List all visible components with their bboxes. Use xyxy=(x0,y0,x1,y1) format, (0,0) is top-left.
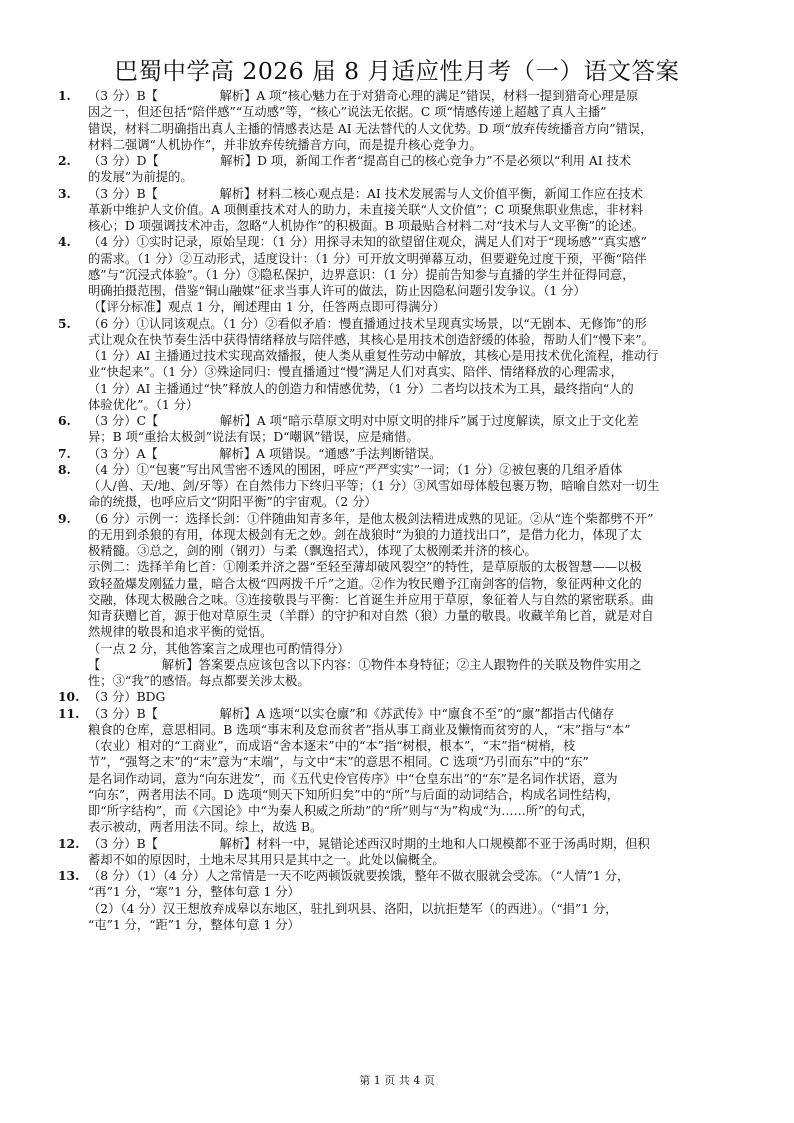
answer-text-line: （3 分）C【 解析】A 项“暗示草原文明对中原文明的排斥”属于过度解读，原文止于文化差 xyxy=(88,414,639,428)
answer-text-line: （【评分标准】观点 1 分，阐述理由 1 分，任答两点即可得满分） xyxy=(88,300,446,315)
answer-text-line: （1 分）AI 主播通过技术实现高效播报，使人类从重复性劳动中解放，其核心是用技术优化流程，推动行 xyxy=(88,349,659,363)
answer-text-line: 【 解析】答案要点应该包含以下内容：①物件本身特征；②主人跟物件的关联及物件实用之 xyxy=(88,657,642,672)
answer-number: 6. xyxy=(58,413,71,428)
answer-text-line: 然规律的敬畏和追求平衡的觉悟。 xyxy=(88,625,273,640)
answer-text-line: 明确拍摄范围，借鉴“铜山融媒”征求当事人许可的做法，防止因隐私问题引发争议。（1 分） xyxy=(88,284,586,298)
answer-text-line: 体验优化”。（1 分） xyxy=(88,397,199,412)
answer-text-line: 错误，材料二明确指出真人主播的情感表达是 AI 无法替代的人文优势。D 项“放弃传统播音方向”错误， xyxy=(88,121,653,136)
answer-text-line: 致轻盈爆发刚猛力量，暗合太极“四两拨千斤”之道。②作为牧民赠予江南剑客的信物，象征两种文化的 xyxy=(88,576,642,591)
answer-number: 8. xyxy=(58,461,71,477)
answer-number: 4. xyxy=(58,234,71,250)
answer-text-line: （3 分）B【 解析】A 项“核心魅力在于对猎奇心理的满足”错误，材料一提到猎奇心理是原 xyxy=(88,89,639,103)
answer-text-line: （3 分）D【 解析】D 项，新闻工作者“提高自己的核心竞争力”不是必须以“利用 AI 技术 xyxy=(88,154,632,168)
answer-text-line: 命的统摄，也呼应后文“阴阳平衡”的宇宙观。（2 分） xyxy=(88,495,377,510)
answer-text-line: （4 分）①实时记录，原始呈现：（1 分）用探寻未知的欲望留住观众，满足人们对于“现场感”“真实感” xyxy=(88,235,647,250)
answer-text-line: （3 分）B【 解析】材料二核心观点是：AI 技术发展需与人文价值平衡，新闻工作应在技术 xyxy=(88,186,643,201)
answer-text-line: （农业）相对的“工商业”，而成语“舍本逐末”中的“本”指“树根，根本”，“末”指“树梢，枝 xyxy=(88,739,576,753)
answer-text-line: 蓄却不如的原因时，土地未尽其用只是其中之一。此处以偏概全。 xyxy=(88,852,445,867)
answer-text-line: 交融，体现太极融合之味。③连接敬畏与平衡：匕首诞生并应用于草原，象征着人与自然的紧密联系。曲 xyxy=(88,592,654,607)
answer-text-line: 性；③“我”的感悟。每点都要关涉太极。 xyxy=(88,674,310,688)
answer-text-line: 业“快起来”。（1 分）③殊途同归：慢直播通过“慢”满足人们对真实、陪伴、情绪释放的心理需求， xyxy=(88,365,623,380)
answer-text-line: （3 分）A【 解析】A 项错误。“通感”手法判断错误。 xyxy=(88,446,442,461)
answer-text-line: （8 分）（1）（4 分）人之常情是一天不吃两顿饭就要挨饿，整年不做衣服就会受冻。（“人情”1 分， xyxy=(88,869,630,883)
answer-number: 12. xyxy=(58,835,80,851)
answer-number: 5. xyxy=(58,315,71,331)
answer-number: 7. xyxy=(58,445,71,461)
answer-text-line: “再”1 分，“寒”1 分，整体句意 1 分） xyxy=(88,885,300,900)
answer-text-line: （3 分）B【 解析】材料一中，晁错论述西汉时期的土地和人口规模都不亚于汤禹时期，但积 xyxy=(88,836,650,851)
answer-text-line: （6 分）①认同该观点。（1 分）②看似矛盾：慢直播通过技术呈现真实场景，以“无剧本、无修饰”的形 xyxy=(88,316,647,331)
answer-number: 13. xyxy=(58,868,80,883)
answer-number: 10. xyxy=(58,689,80,705)
answer-text-line: （2）（4 分）汉王想放弃成皋以东地区，驻扎到巩县、洛阳，以抗拒楚军（的西进）。（“捐”1 分， xyxy=(88,901,618,916)
answer-text-line: 革新中维护人文价值。A 项侧重技术对人的助力，未直接关联“人文价值”；C 项聚焦职业焦虑，非材料 xyxy=(88,202,644,217)
answer-text-line: （6 分）示例一：选择长剑：①伴随曲知青多年，是他太极剑法精进成熟的见证。②从“连个柴都劈不开” xyxy=(88,511,654,526)
answer-number: 11. xyxy=(58,705,80,721)
answer-text-line: “屯”1 分，“距”1 分，整体句意 1 分） xyxy=(88,917,300,932)
answer-text-line: 节”，“强弩之末”的“末”意为“末端”，与文中“末”的意思不相同。C 选项“乃引而东”中的“东” xyxy=(88,755,589,770)
answer-text-line: 的发展”为前提的。 xyxy=(88,170,193,185)
answer-text-line: 极精髓。③总之，剑的刚（钢刃）与柔（飘逸招式），体现了太极刚柔并济的核心。 xyxy=(88,544,537,558)
page-footer: 第 1 页 共 4 页 xyxy=(359,1074,435,1087)
answer-text-line: 因之一，但还包括“陪伴感”“互动感”等，“核心”说法无依据。C 项“情感传递上超越了真人主播” xyxy=(88,105,607,120)
answer-text-line: 的需求。（1 分）②互动形式，适度设计：（1 分）可开放文明弹幕互动，但要避免过度干预，平衡“陪伴 xyxy=(88,251,647,266)
answer-text-line: （人/兽、天/地、剑/牙等）在自然伟力下终归平等；（1 分）③风雪如母体般包裹万物，暗喻自然对一切生 xyxy=(88,479,660,493)
answer-text-line: （4 分）①“包裹”写出风雪密不透风的围困，呼应“严严实实”一词；（1 分）②被包裹的几组矛盾体 xyxy=(88,462,623,477)
answer-text-line: （3 分）B【 解析】A 选项“以实仓廪”和《苏武传》中“廪食不至”的“廪”都指古代储存 xyxy=(88,706,615,721)
answer-text-line: 感”与“沉浸式体验”。（1 分）③隐私保护，边界意识：（1 分）提前告知参与直播的学生并征得同意， xyxy=(88,267,635,282)
answer-text-line: 核心；D 项强调技术冲击，忽略“人机协作”的积极面。B 项最贴合材料二对“技术与人文平衡”的论述。 xyxy=(88,219,645,233)
answer-text-line: （1 分）AI 主播通过“快”释放人的创造力和情感优势，（1 分）二者均以技术为工具，最终指向“人的 xyxy=(88,381,634,396)
answer-text-line: （一点 2 分，其他答案言之成理也可酌情得分） xyxy=(88,641,350,656)
answer-text-line: 是名词作动词，意为“向东进发”，而《五代史伶官传序》中“仓皇东出”的“东”是名词作状语，意为 xyxy=(88,771,618,786)
answer-text-line: （3 分）BDG xyxy=(88,690,166,705)
page-title: 巴蜀中学高 2026 届 8 月适应性月考（一）语文答案 xyxy=(114,57,680,85)
answer-text-line: 异；B 项“重拾太极剑”说法有误；D“嘲讽”错误，应是痛惜。 xyxy=(88,430,419,445)
answer-text-line: 即“所字结构”，而《六国论》中“为秦人积威之所劫”的“所”则与“为”构成“为……所”的句式， xyxy=(88,804,594,818)
answer-number: 2. xyxy=(58,153,71,168)
answer-text-line: 示例二：选择羊角匕首：①刚柔并济之器“至轻至薄却破风裂空”的特性，是草原版的太极智慧——以极 xyxy=(88,560,642,575)
answer-text-line: 表示被动，两者用法不同。综上，故选 B。 xyxy=(88,820,323,835)
answer-text-line: 知青获赠匕首，源于他对草原生灵（羊群）的守护和对自然（狼）力量的敬畏。收藏羊角匕首，就是对自 xyxy=(88,609,654,623)
answer-text-line: 的无用到杀狼的有用，体现太极剑有无之妙。剑在战狼时“为狼的力道找出口”，是借力化力，体现了太 xyxy=(88,527,642,542)
answer-text-line: 粮食的仓库，意思相同。B 选项“事末利及怠而贫者”指从事工商业及懒惰而贫穷的人，“末”指与“本” xyxy=(88,722,631,737)
answer-number: 1. xyxy=(58,88,71,103)
answer-text-line: 材料二强调“人机协作”，并非放弃传统播音方向，而是提升核心竞争力。 xyxy=(88,137,482,152)
answer-number: 3. xyxy=(58,185,71,201)
answer-text-line: “向东”，两者用法不同。D 选项“则天下知所归矣”中的“所”与后面的动词结合，构成名词性结构， xyxy=(88,787,620,802)
answer-text-line: 式让观众在快节奏生活中获得情绪释放与陪伴感，其核心是用技术创造舒缓的体验，帮助人们“慢下来”。 xyxy=(88,332,654,347)
answer-number: 9. xyxy=(58,510,71,526)
